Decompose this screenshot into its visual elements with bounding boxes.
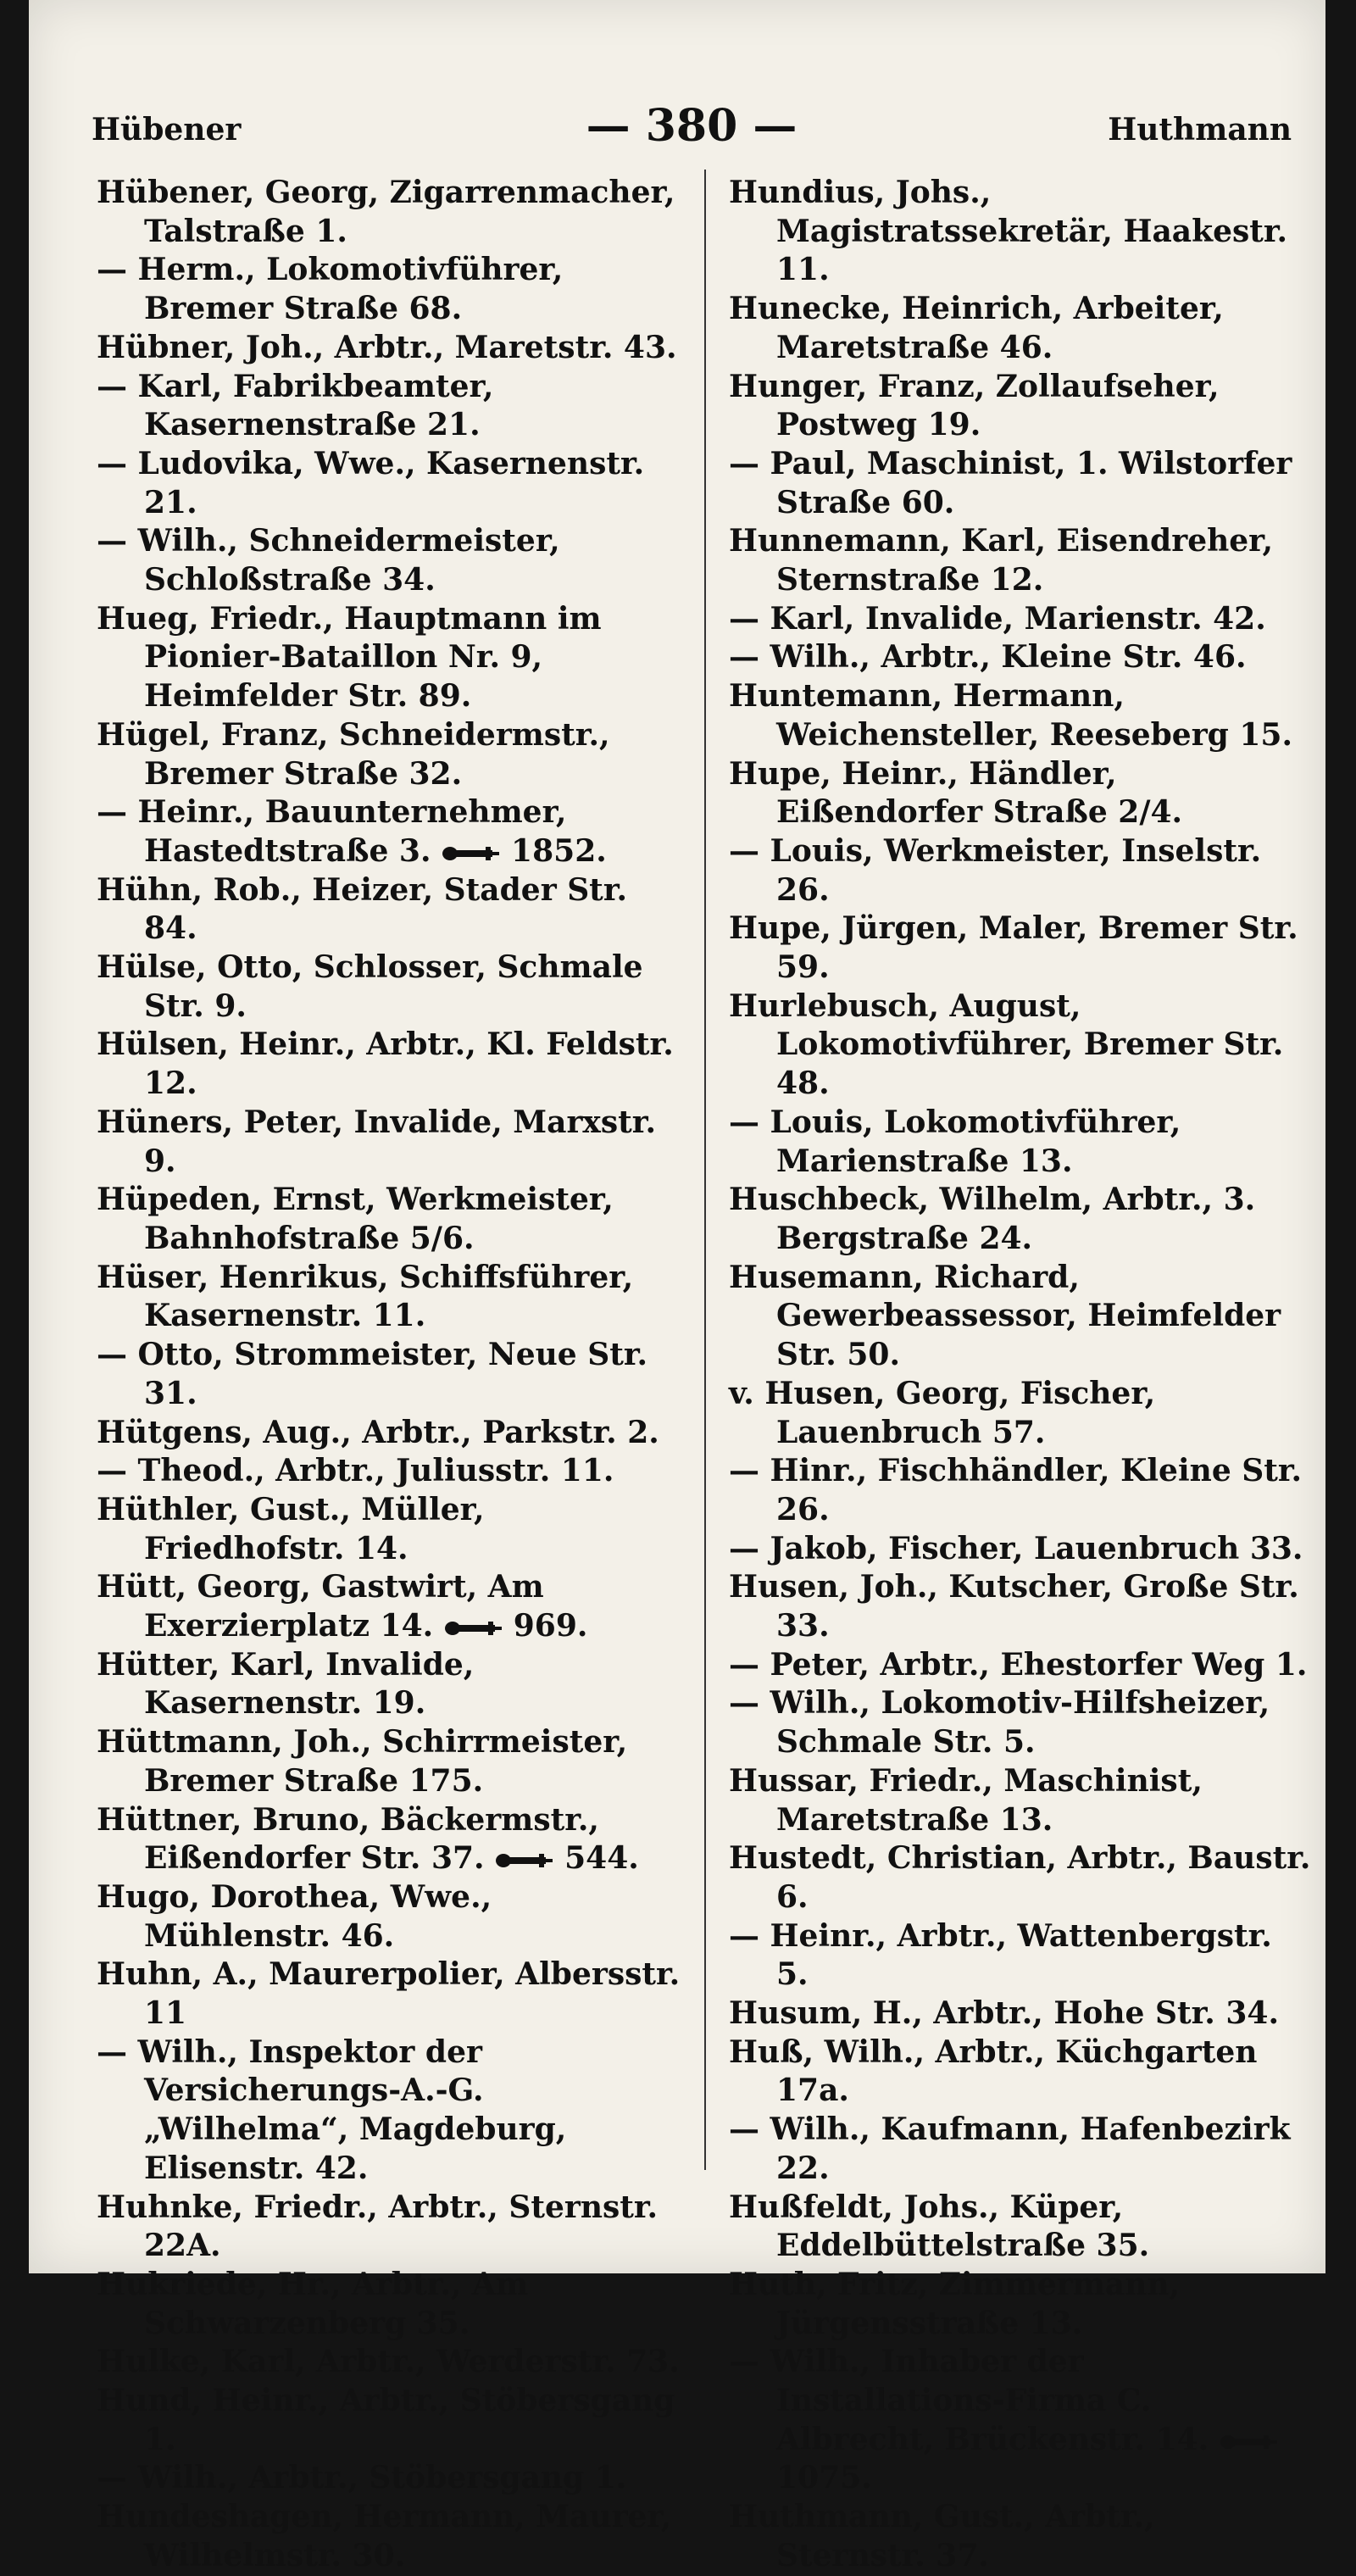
directory-entry: — Louis, Werkmeister, Inselstr. 26.	[729, 832, 1262, 908]
directory-entry: Hüttner, Bruno, Bäckermstr., Eißendorfer Str. 37. 544.	[97, 1801, 639, 1877]
directory-entry: — Wilh., Inspektor der Versicherungs-A.-G. „Wilhelma“, Magdeburg, Elisenstr. 42.	[97, 2034, 567, 2186]
directory-entry: Hügel, Franz, Schneidermstr., Bremer Straße 32.	[97, 716, 610, 792]
directory-entry: Hüpeden, Ernst, Werkmeister, Bahnhofstraße 5/6.	[97, 1182, 614, 1256]
page-number: — 380 —	[586, 100, 797, 152]
directory-entry: — Ludovika, Wwe., Kasernenstr. 21.	[97, 445, 645, 520]
header-right-keyword: Huthmann	[1108, 112, 1292, 147]
directory-entry: Hueg, Friedr., Hauptmann im Pionier-Bataillon Nr. 9, Heimfelder Str. 89.	[97, 600, 602, 715]
column-divider	[704, 170, 706, 2170]
directory-entry: Hütter, Karl, Invalide, Kasernenstr. 19.	[97, 1646, 475, 1722]
directory-entry: Hunecke, Heinrich, Arbeiter, Maretstraße 46.	[729, 291, 1224, 365]
header-left-keyword: Hübener	[92, 112, 242, 147]
telephone-icon	[1220, 2433, 1279, 2451]
directory-entry: Huhn, A., Maurerpolier, Albersstr. 11	[97, 1956, 681, 2032]
directory-entry: Hugo, Dorothea, Wwe., Mühlenstr. 46.	[97, 1878, 492, 1954]
directory-entry: — Wilh., Schneidermeister, Schloßstraße 34.	[97, 523, 560, 598]
directory-entry: Hüser, Henrikus, Schiffsführer, Kasernenstr. 11.	[97, 1259, 634, 1334]
directory-entry: Huthmann, Gust., Arbtr., Sternstr. 37.	[729, 2499, 1155, 2573]
directory-entry: — Jakob, Fischer, Lauenbruch 33.	[729, 1530, 1303, 1566]
directory-entry: — Karl, Invalide, Marienstr. 42.	[729, 600, 1266, 637]
directory-entry: Hütgens, Aug., Arbtr., Parkstr. 2.	[97, 1414, 659, 1450]
directory-entry: Husum, H., Arbtr., Hohe Str. 34.	[729, 1995, 1279, 2032]
directory-entry: Hüttmann, Joh., Schirrmeister, Bremer Straße 175.	[97, 1724, 628, 1799]
directory-entry: — Wilh., Kaufmann, Hafenbezirk 22.	[729, 2111, 1291, 2186]
telephone-icon	[444, 1619, 503, 1638]
directory-entry: — Wilh., Lokomotiv-Hilfsheizer, Schmale Str. 5.	[729, 1685, 1270, 1761]
directory-entry: Hüthler, Gust., Müller, Friedhofstr. 14.	[97, 1491, 485, 1566]
directory-entry: — Herm., Lokomotivführer, Bremer Straße 68.	[97, 252, 564, 327]
directory-entry: Huhnke, Friedr., Arbtr., Sternstr. 22A.	[97, 2189, 659, 2264]
directory-entry: Huschbeck, Wilhelm, Arbtr., 3. Bergstraße 24.	[729, 1182, 1256, 1256]
directory-entry: — Peter, Arbtr., Ehestorfer Weg 1.	[729, 1646, 1308, 1683]
directory-entry: — Louis, Lokomotivführer, Marienstraße 13.	[729, 1104, 1181, 1179]
directory-entry: Husemann, Richard, Gewerbeassessor, Heimfelder Str. 50.	[729, 1259, 1281, 1373]
directory-entry: — Wilh., Arbtr., Stöbersgang 1.	[97, 2460, 627, 2496]
directory-entry: Hukriede, Hr., Arbtr., Am Schwarzenberg 35.	[97, 2266, 529, 2341]
directory-entry: Hülse, Otto, Schlosser, Schmale Str. 9.	[97, 949, 643, 1024]
directory-entry: Hühn, Rob., Heizer, Stader Str. 84.	[97, 871, 628, 947]
directory-entry: Huntemann, Hermann, Weichensteller, Reeseberg 15.	[729, 678, 1292, 753]
directory-entry: — Heinr., Bauunternehmer, Hastedtstraße 3. 1852.	[97, 794, 607, 869]
running-head	[92, 100, 1292, 151]
directory-entry: Hübener, Georg, Zigarrenmacher, Talstraße 1.	[97, 175, 675, 249]
directory-entry: Hunger, Franz, Zollaufseher, Postweg 19.	[729, 368, 1220, 443]
directory-entry: — Otto, Strommeister, Neue Str. 31.	[97, 1337, 648, 1411]
directory-entry: Hund, Heinr., Arbtr., Stöbersgang 1.	[97, 2383, 675, 2457]
directory-entry: Hupe, Jürgen, Maler, Bremer Str. 59.	[729, 910, 1298, 986]
telephone-icon	[495, 1851, 554, 1870]
directory-entry: Hustedt, Christian, Arbtr., Baustr. 6.	[729, 1840, 1311, 1915]
directory-entry: — Theod., Arbtr., Juliusstr. 11.	[97, 1453, 614, 1489]
directory-entry: Huß, Wilh., Arbtr., Küchgarten 17a.	[729, 2034, 1258, 2109]
directory-entry: — Karl, Fabrikbeamter, Kasernenstraße 21.	[97, 368, 494, 443]
directory-page	[29, 0, 1325, 2573]
directory-entry: Hülsen, Heinr., Arbtr., Kl. Feldstr. 12.	[97, 1027, 674, 1102]
directory-entry: — Wilh., Arbtr., Kleine Str. 46.	[729, 639, 1247, 676]
directory-entry: Hüners, Peter, Invalide, Marxstr. 9.	[97, 1104, 656, 1179]
directory-entry: — Hinr., Fischhändler, Kleine Str. 26.	[729, 1453, 1303, 1527]
directory-entry: Hübner, Joh., Arbtr., Maretstr. 43.	[97, 329, 677, 365]
telephone-icon	[442, 844, 501, 863]
directory-entry: — Paul, Maschinist, 1. Wilstorfer Straße 60.	[729, 445, 1292, 520]
right-column	[729, 174, 1314, 2576]
directory-entry: Hütt, Georg, Gastwirt, Am Exerzierplatz 14. 969.	[97, 1569, 588, 1644]
directory-entry: Hussar, Friedr., Maschinist, Maretstraße 13.	[729, 1762, 1203, 1838]
directory-entry: Hundeshagen, Hermann, Maurer, Wilhelmstr. 30.	[97, 2499, 672, 2573]
directory-entry: Hulke, Karl, Arbtr., Werderstr. 73.	[97, 2344, 680, 2380]
directory-entry: Husen, Joh., Kutscher, Große Str. 33.	[729, 1569, 1299, 1644]
directory-entry: v. Husen, Georg, Fischer, Lauenbruch 57.	[729, 1375, 1156, 1450]
directory-entry: — Heinr., Arbtr., Wattenbergstr. 5.	[729, 1917, 1272, 1993]
directory-entry: Hundius, Johs., Magistratssekretär, Haakestr. 11.	[729, 175, 1288, 288]
directory-entry: Hußfeldt, Johs., Küper, Eddelbüttelstraße 35.	[729, 2189, 1150, 2264]
left-column	[97, 174, 681, 2576]
directory-entry: — Wilh., Inhaber der Installations-Firma C. Albrecht, Brückenstr. 14. 1075.	[729, 2343, 1314, 2498]
directory-entry: Hupe, Heinr., Händler, Eißendorfer Straße 2/4.	[729, 755, 1183, 831]
directory-entry: Huth, Fritz, Zimmermann, Jürgensstraße 13.	[729, 2266, 1181, 2341]
directory-entry: Hurlebusch, August, Lokomotivführer, Bremer Str. 48.	[729, 988, 1284, 1102]
directory-entry: Hunnemann, Karl, Eisendreher, Sternstraße 12.	[729, 523, 1274, 598]
